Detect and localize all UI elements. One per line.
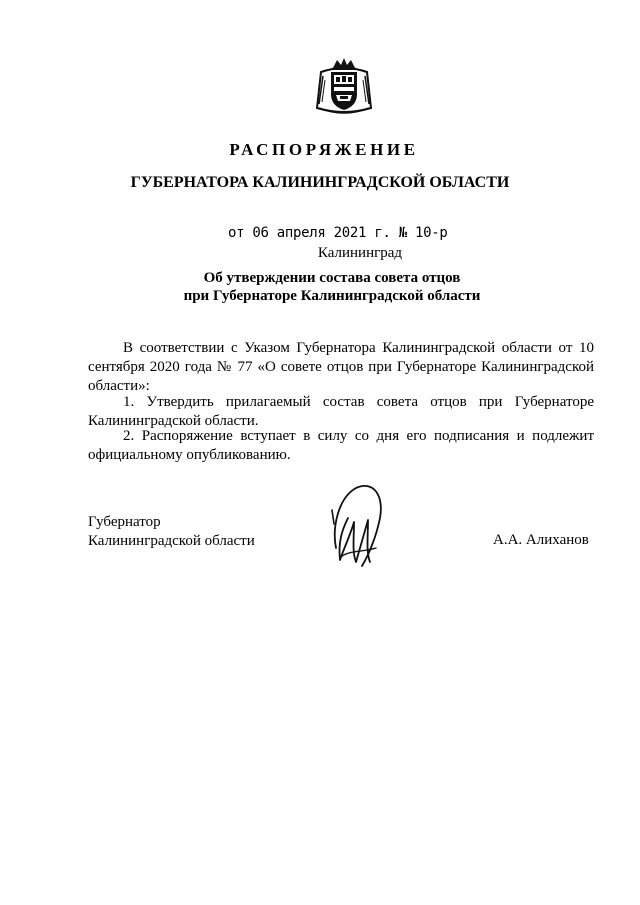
signatory-name: А.А. Алиханов [493, 532, 589, 548]
handwritten-signature [322, 478, 394, 574]
document-title: РАСПОРЯЖЕНИЕ [229, 140, 419, 159]
document-heading-line-1: Об утверждении состава совета отцов [203, 270, 461, 286]
document-heading-line-2: при Губернаторе Калининградской области [183, 288, 481, 304]
signatory-position [88, 513, 255, 551]
document-issuer: ГУБЕРНАТОРА КАЛИНИНГРАДСКОЙ ОБЛАСТИ [130, 174, 510, 191]
clause-2-paragraph: 2. Распоряжение вступает в силу со дня его подписания и подлежит официальному опубликованию. [88, 428, 594, 463]
signatory-position-line-2: Калининградской области [88, 533, 255, 549]
document-city: Калининград [317, 245, 403, 261]
preamble-paragraph: В соответствии с Указом Губернатора Калининградской области от 10 сентября 2020 года № 77 «О совете отцов при Губернаторе Калининградской области»: [88, 340, 594, 394]
coat-of-arms-icon [311, 56, 377, 116]
signatory-position-line-1: Губернатор [88, 514, 161, 530]
document-date-number: от 06 апреля 2021 г. № 10-р [228, 225, 448, 241]
clause-1-paragraph: 1. Утвердить прилагаемый состав совета отцов при Губернаторе Калининградской области. [88, 394, 594, 429]
